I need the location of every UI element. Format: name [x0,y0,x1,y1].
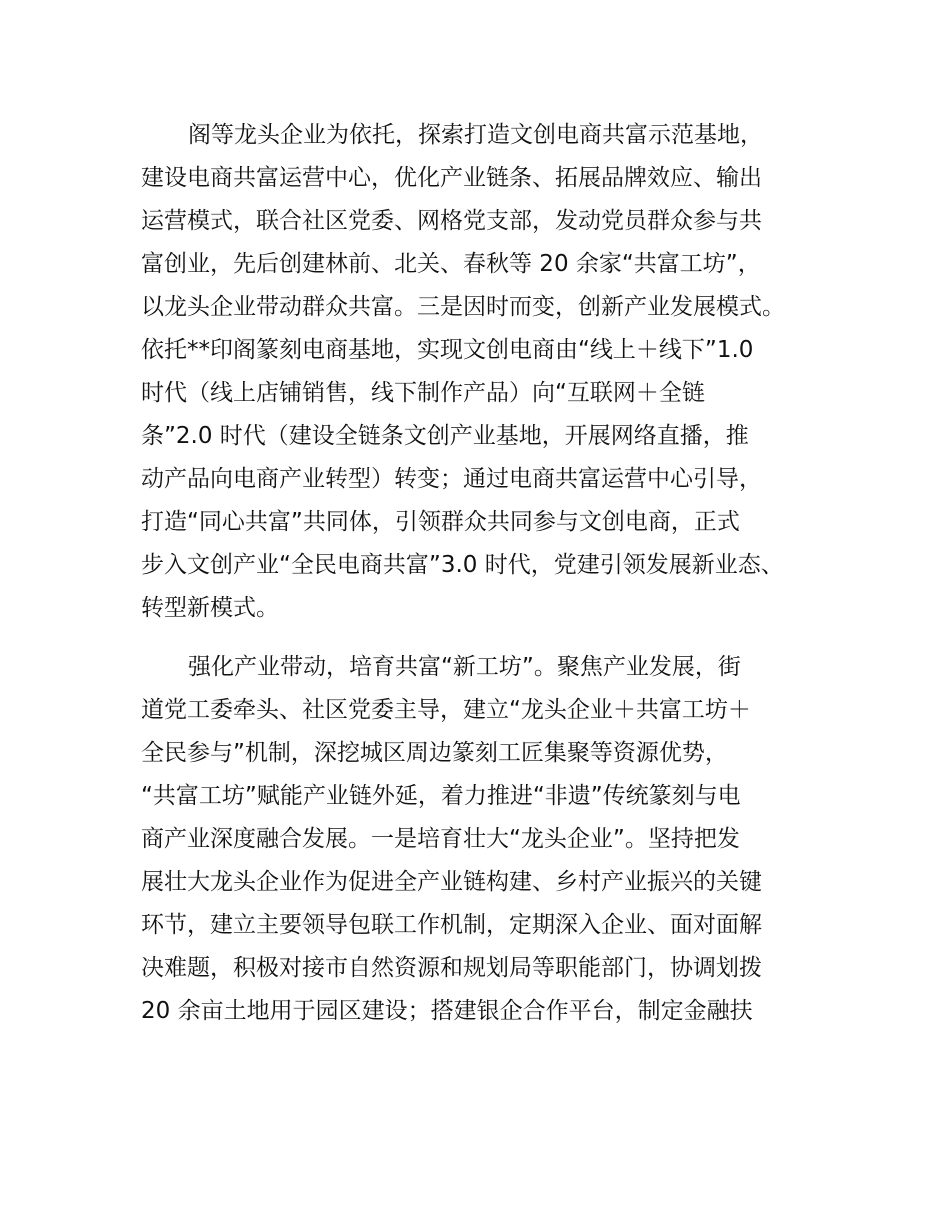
paragraph-line: 运营模式，联合社区党委、网格党支部，发动党员群众参与共 [141,208,762,234]
paragraph-line: 条”2.0 时代（建设全链条文创产业基地，开展网络直播，推 [141,423,749,449]
paragraph-line: 富创业，先后创建林前、北关、春秋等 20 余家“共富工坊”， [141,251,761,277]
paragraph-line: 步入文创产业“全民电商共富”3.0 时代，党建引领发展新业态、 [141,552,784,578]
paragraph-line: 决难题，积极对接市自然资源和规划局等职能部门，协调划拨 [141,955,762,981]
paragraph-line: 转型新模式。 [141,595,279,621]
paragraph-line: 商产业深度融合发展。一是培育壮大“龙头企业”。坚持把发 [141,826,740,852]
paragraph-line: 时代（线上店铺销售，线下制作产品）向“互联网＋全链 [141,380,705,406]
paragraph-line: “共富工坊”赋能产业链外延，着力推进“非遗”传统篆刻与电 [141,783,741,809]
paragraph-line: 动产品向电商产业转型）转变；通过电商共富运营中心引导， [141,466,762,492]
paragraph-line: 依托**印阁篆刻电商基地，实现文创电商由“线上＋线下”1.0 [141,337,754,363]
paragraph-line: 强化产业带动，培育共富“新工坊”。聚焦产业发展，街 [188,654,741,680]
paragraph-line: 20 余亩土地用于园区建设；搭建银企合作平台，制定金融扶 [141,998,753,1024]
paragraph-line: 打造“同心共富”共同体，引领群众共同参与文创电商，正式 [141,509,740,535]
paragraph-line: 阁等龙头企业为依托，探索打造文创电商共富示范基地， [188,122,763,148]
paragraph-line: 以龙头企业带动群众共富。三是因时而变，创新产业发展模式。 [141,294,785,320]
paragraph-line: 全民参与”机制，深挖城区周边篆刻工匠集聚等资源优势， [141,740,728,766]
paragraph-line: 建设电商共富运营中心，优化产业链条、拓展品牌效应、输出 [141,165,762,191]
paragraph-line: 展壮大龙头企业作为促进全产业链构建、乡村产业振兴的关键 [141,869,762,895]
paragraph-line: 道党工委牵头、社区党委主导，建立“龙头企业＋共富工坊＋ [141,697,751,723]
paragraph-line: 环节，建立主要领导包联工作机制，定期深入企业、面对面解 [141,912,762,938]
